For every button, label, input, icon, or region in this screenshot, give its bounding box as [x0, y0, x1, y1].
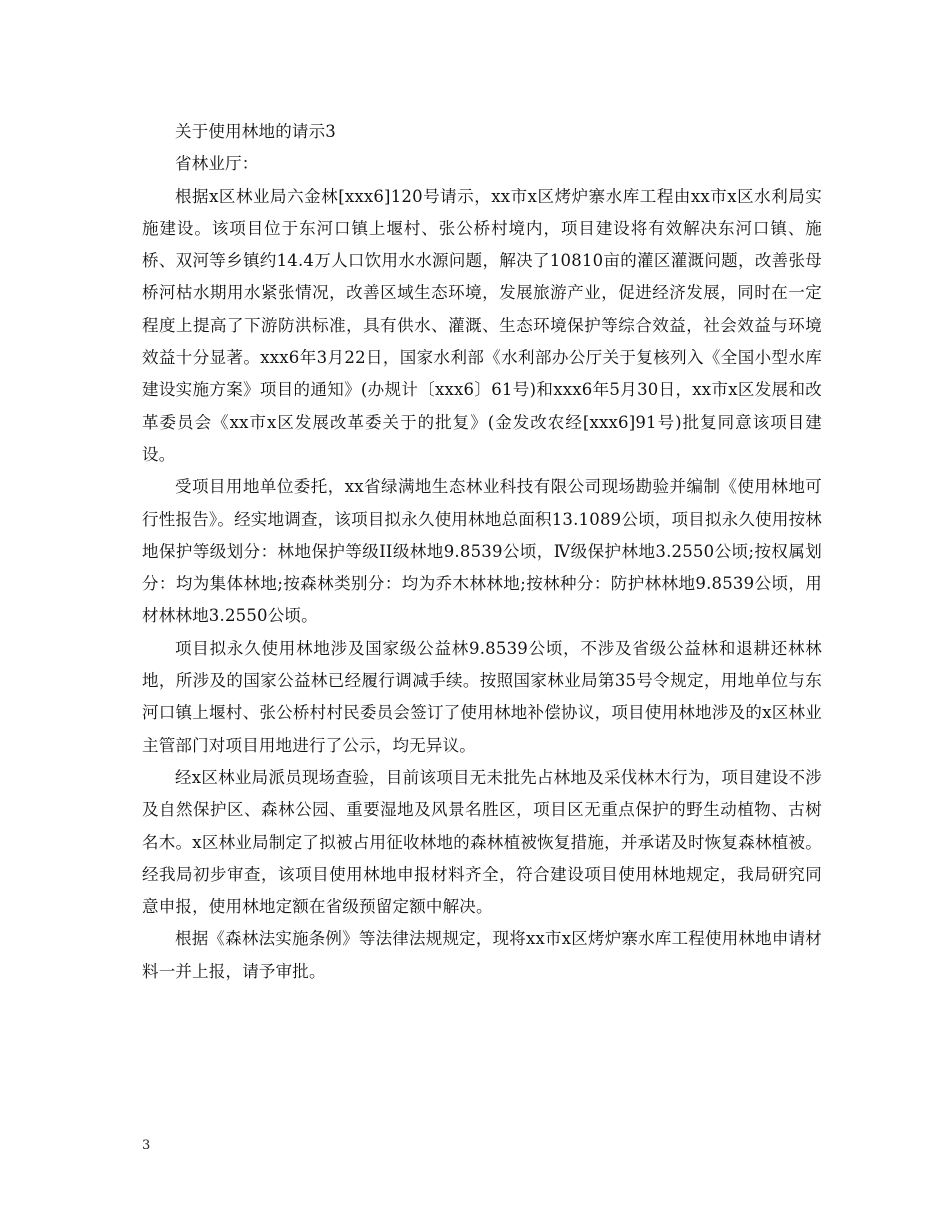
document-body: [142, 116, 822, 988]
paragraph-3: 项目拟永久使用林地涉及国家级公益林9.8539公顷，不涉及省级公益林和退耕还林林地，所涉及的国家公益林已经履行调减手续。按照国家林业局第35号令规定，用地单位与东河口镇上堰村、张公桥村村民委员会签订了使用林地补偿协议，项目使用林地涉及的x区林业主管部门对项目用地进行了公示，均无异议。: [142, 638, 822, 755]
paragraph-2: 受项目用地单位委托，xx省绿满地生态林业科技有限公司现场勘验并编制《使用林地可行性报告》。经实地调查，该项目拟永久使用林地总面积13.1089公顷，项目拟永久使用按林地保护等级划分：林地保护等级II级林地9.8539公顷，Ⅳ级保护林地3.2550公顷;按权属划分：均为集体林地;按森林类别分：均为乔木林林地;按林种分：防护林林地9.8539公顷，用材林林地3.2550公顷。: [142, 477, 822, 626]
paragraph-1: 根据x区林业局六金林[xxx6]120号请示，xx市x区烤炉寨水库工程由xx市x区水利局实施建设。该项目位于东河口镇上堰村、张公桥村境内，项目建设将有效解决东河口镇、施桥、双河等乡镇约14.4万人口饮用水水源问题，解决了10810亩的灌区灌溉问题，改善张母桥河枯水期用水紧张情况，改善区域生态环境，发展旅游产业，促进经济发展，同时在一定程度上提高了下游防洪标准，具有供水、灌溉、生态环境保护等综合效益，社会效益与环境效益十分显著。xxx6年3月22日，国家水利部《水利部办公厅关于复核列入《全国小型水库建设实施方案》项目的通知》(办规计〔xxx6〕61号)和xxx6年5月30日，xx市x区发展和改革委员会《xx市x区发展改革委关于的批复》(金发改农经[xxx6]91号)批复同意该项目建设。: [142, 186, 822, 464]
page-number: 3: [142, 1138, 151, 1153]
document-title: 关于使用林地的请示3: [175, 122, 336, 141]
paragraph-4: 经x区林业局派员现场查验，目前该项目无未批先占林地及采伐林木行为，项目建设不涉及自然保护区、森林公园、重要湿地及风景名胜区，项目区无重点保护的野生动植物、古树名木。x区林业局制定了拟被占用征收林地的森林植被恢复措施，并承诺及时恢复森林植被。经我局初步审查，该项目使用林地申报材料齐全，符合建设项目使用林地规定，我局研究同意申报，使用林地定额在省级预留定额中解决。: [142, 767, 822, 917]
salutation: 省林业厅：: [175, 154, 259, 174]
paragraph-5: 根据《森林法实施条例》等法律法规规定，现将xx市x区烤炉寨水库工程使用林地申请材料一并上报，请予审批。: [142, 929, 822, 981]
